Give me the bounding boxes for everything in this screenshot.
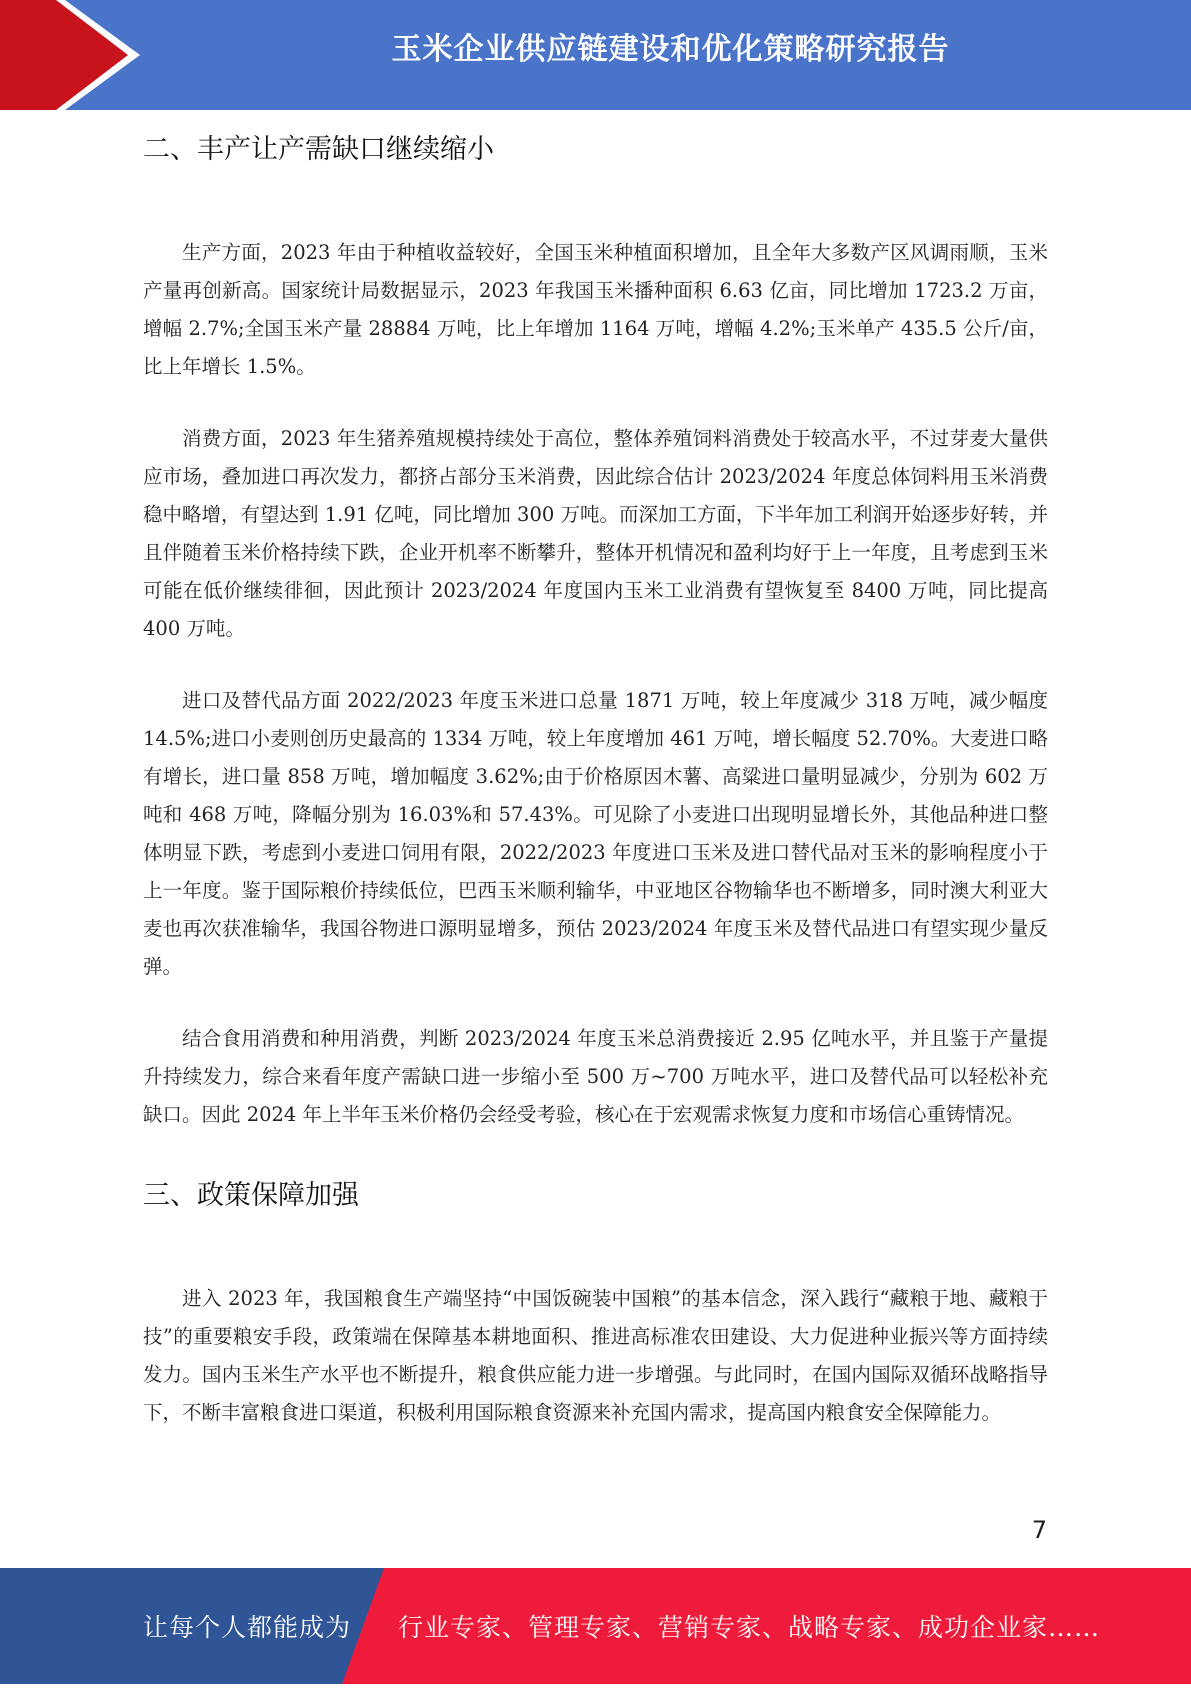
section-heading: 三、政策保障加强	[143, 1180, 359, 1211]
paragraph-policy: 进入 2023 年，我国粮食生产端坚持“中国饭碗装中国粮”的基本信念，深入践行“藏粮于地、藏粮于技”的重要粮安手段，政策端在保障基本耕地面积、推进高标准农田建设、大力促进种业振兴等方面持续发力。国内玉米生产水平也不断提升，粮食供应能力进一步增强。与此同时，在国内国际双循环战略指导下，不断丰富粮食进口渠道，积极利用国际粮食资源来补充国内需求，提高国内粮食安全保障能力。	[143, 1287, 1048, 1424]
header-arrow-decoration	[0, 0, 160, 110]
paragraph-imports: 进口及替代品方面 2022/2023 年度玉米进口总量 1871 万吨，较上年度减少 318 万吨，减少幅度 14.5%;进口小麦则创历史最高的 1334 万吨，较上年度增加 461 万吨，增长幅度 52.70%。大麦进口略有增长，进口量 858 万吨，增加幅度 3.62%;由于价格原因木薯、高粱进口量明显减少，分别为 602 万吨和 468 万吨，降幅分别为 16.03%和 57.43%。可见除了小麦进口出现明显增长外，其他品种进口整体明显下跌，考虑到小麦进口饲用有限，2022/2023 年度进口玉米及进口替代品对玉米的影响程度小于上一年度。鉴于国际粮价持续低位，巴西玉米顺利输华，中亚地区谷物输华也不断增多，同时澳大利亚大麦也再次获准输华，我国谷物进口源明显增多，预估 2023/2024 年度玉米及替代品进口有望实现少量反弹。	[143, 689, 1048, 978]
section-heading: 二、丰产让产需缺口继续缩小	[143, 134, 494, 165]
paragraph-consumption: 消费方面，2023 年生猪养殖规模持续处于高位，整体养殖饲料消费处于较高水平，不过芽麦大量供应市场，叠加进口再次发力，都挤占部分玉米消费，因此综合估计 2023/2024 年度总体饲料用玉米消费稳中略增，有望达到 1.91 亿吨，同比增加 300 万吨。而深加工方面，下半年加工利润开始逐步好转，并且伴随着玉米价格持续下跌，企业开机率不断攀升，整体开机情况和盈利均好于上一年度，且考虑到玉米可能在低价继续徘徊，因此预计 2023/2024 年度国内玉米工业消费有望恢复至 8400 万吨，同比提高 400 万吨。	[143, 427, 1048, 640]
footer-slogan-left: 让每个人都能成为	[143, 1613, 352, 1642]
main-content	[143, 128, 1048, 1432]
page-header	[0, 0, 1191, 110]
page-number: 7	[1031, 1516, 1047, 1544]
footer-slogan-right: 行业专家、管理专家、营销专家、战略专家、成功企业家……	[398, 1613, 1101, 1642]
paragraph-summary: 结合食用消费和种用消费，判断 2023/2024 年度玉米总消费接近 2.95 亿吨水平，并且鉴于产量提升持续发力，综合来看年度产需缺口进一步缩小至 500 万~700 万吨水平，进口及替代品可以轻松补充缺口。因此 2024 年上半年玉米价格仍会经受考验，核心在于宏观需求恢复力度和市场信心重铸情况。	[143, 1027, 1048, 1126]
page-footer	[0, 1568, 1191, 1684]
paragraph-production: 生产方面，2023 年由于种植收益较好，全国玉米种植面积增加，且全年大多数产区风调雨顺，玉米产量再创新高。国家统计局数据显示，2023 年我国玉米播种面积 6.63 亿亩，同比增加 1723.2 万亩，增幅 2.7%;全国玉米产量 28884 万吨，比上年增加 1164 万吨，增幅 4.2%;玉米单产 435.5 公斤/亩，比上年增长 1.5%。	[143, 241, 1048, 378]
report-title: 玉米企业供应链建设和优化策略研究报告	[391, 32, 950, 67]
